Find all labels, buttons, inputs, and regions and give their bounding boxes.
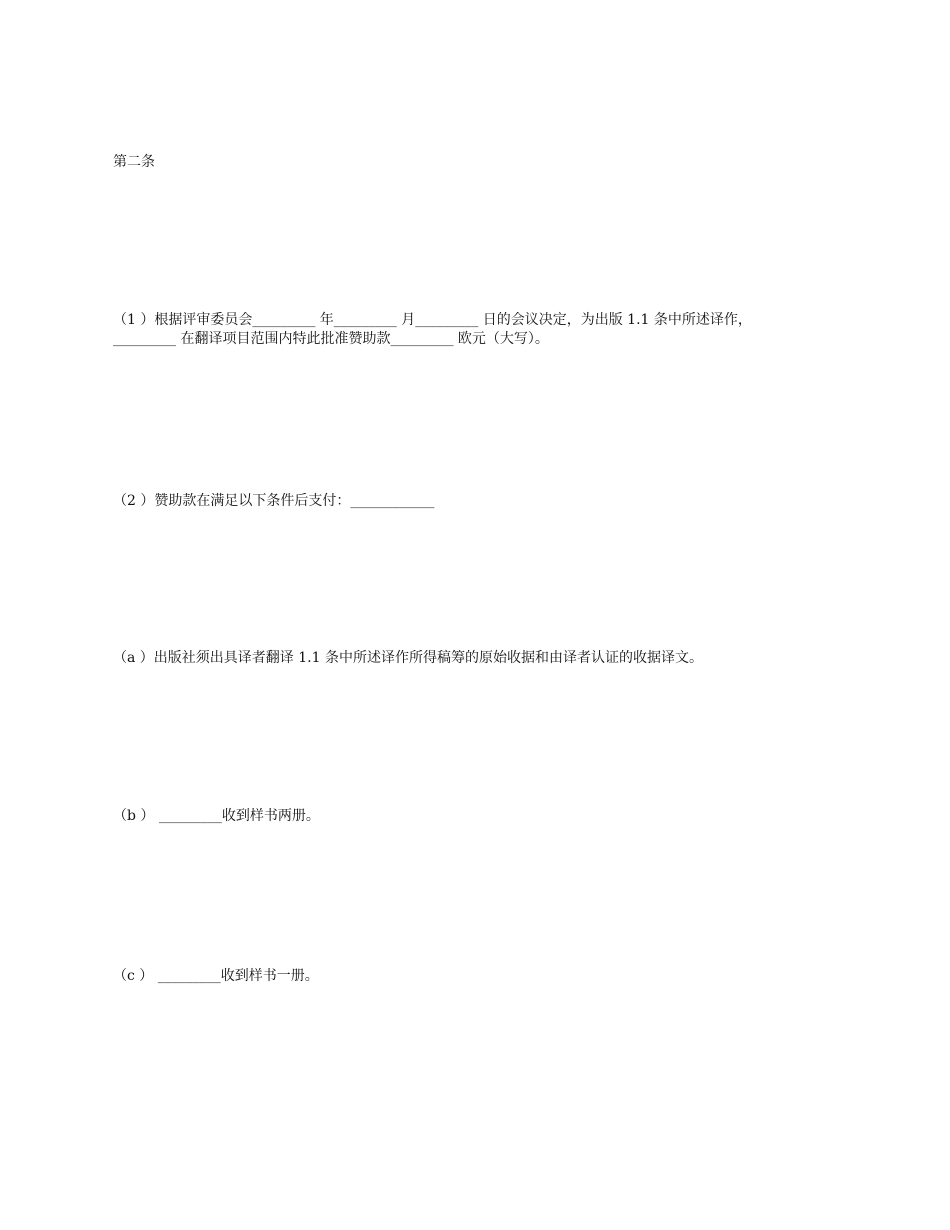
paragraph-1-line-2: _________ 在翻译项目范围内特此批准赞助款_________ 欧元（大写）。 bbox=[113, 331, 549, 347]
paragraph-2: （2 ）赞助款在满足以下条件后支付：____________ bbox=[113, 493, 435, 509]
article-heading: 第二条 bbox=[113, 154, 155, 170]
condition-b: （b ） _________收到样书两册。 bbox=[113, 808, 320, 824]
paragraph-1-line-1: （1 ）根据评审委员会_________ 年_________ 月_________ 日的会议决定，为出版 1.1 条中所述译作， bbox=[113, 312, 752, 328]
paragraph-1 bbox=[113, 311, 843, 349]
condition-c: （c ） _________收到样书一册。 bbox=[113, 968, 319, 984]
condition-a: （a ）出版社须出具译者翻译 1.1 条中所述译作所得稿筹的原始收据和由译者认证的收据译文。 bbox=[113, 650, 703, 666]
